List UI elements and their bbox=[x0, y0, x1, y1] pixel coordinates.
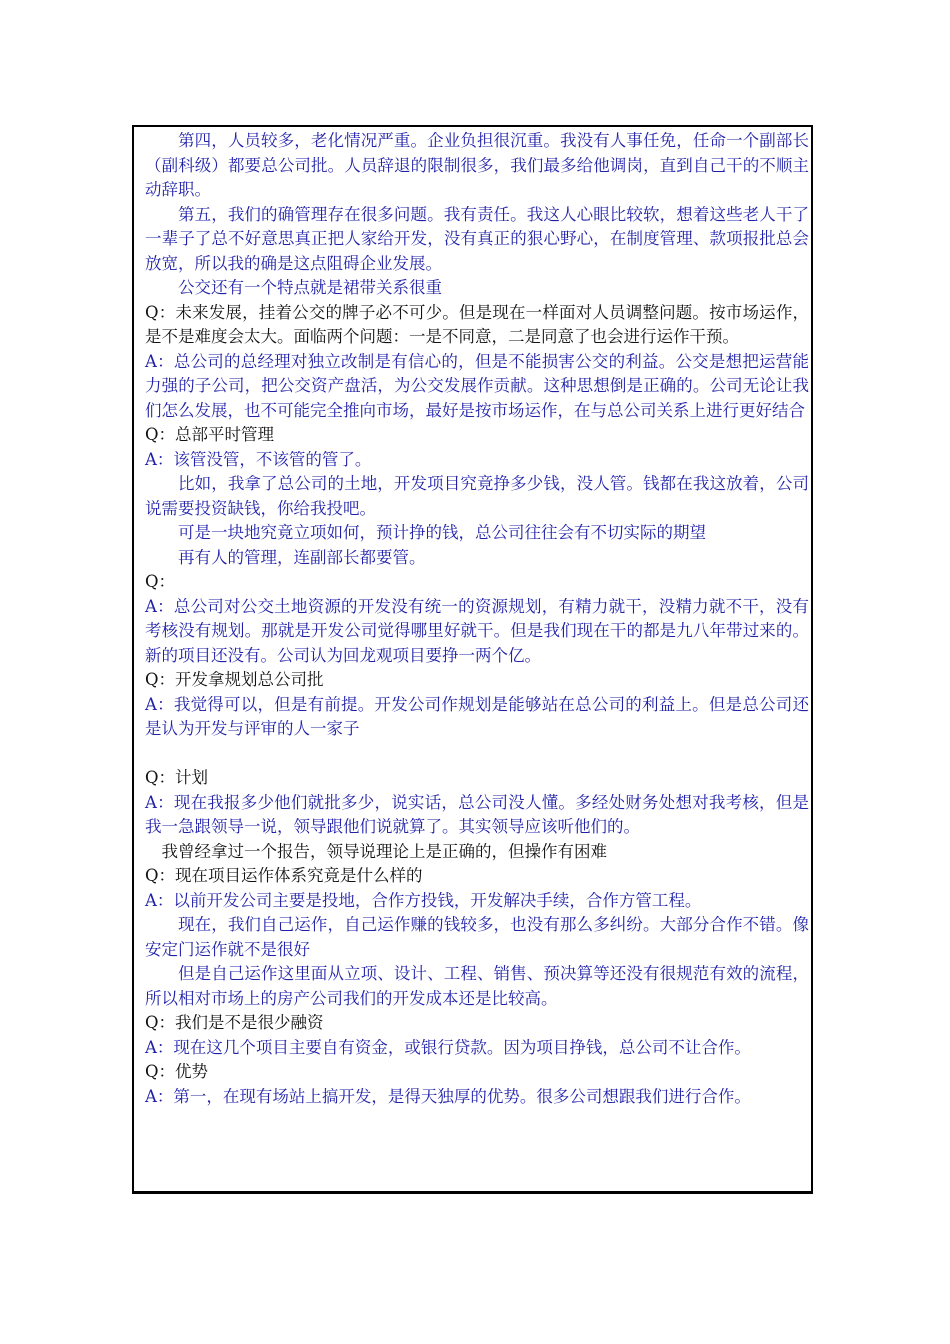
document-frame bbox=[132, 125, 813, 1194]
question-operation-system: Q：现在项目运作体系究竟是什么样的 bbox=[145, 866, 423, 885]
question-financing: Q：我们是不是很少融资 bbox=[145, 1013, 324, 1032]
paragraph-fifth-point: 第五，我们的确管理存在很多问题。我有责任。我这人心眼比较软，想着这些老人干了一辈子了总不好意思真正把人家给开发，没有真正的狠心野心，在制度管理、款项报批总会放宽，所以我的确是这点阻碍企业发展。 bbox=[145, 204, 809, 273]
paragraph-nepotism-note: 公交还有一个特点就是裙带关系很重 bbox=[178, 278, 442, 297]
paragraph-process-cost: 但是自己运作这里面从立项、设计、工程、销售、预决算等还没有很规范有效的流程，所以相对市场上的房产公司我们的开发成本还是比较高。 bbox=[145, 964, 809, 1008]
answer-land-resources: A：总公司对公交土地资源的开发没有统一的资源规划，有精力就干，没精力就不干，没有考核没有规划。那就是开发公司觉得哪里好就干。但是我们现在干的都是九八年带过来的。新的项目还没有。公司认为回龙观项目要挣一两个亿。 bbox=[145, 596, 809, 665]
answer-operation-system: A：以前开发公司主要是投地，合作方投钱，开发解决手续，合作方管工程。 bbox=[145, 890, 702, 910]
blank-line bbox=[145, 742, 809, 767]
answer-financing: A：现在这几个项目主要自有资金，或银行贷款。因为项目挣钱，总公司不让合作。 bbox=[145, 1037, 751, 1057]
paragraph-fourth-point: 第四，人员较多，老化情况严重。企业负担很沉重。我没有人事任免，任命一个副部长（副科级）都要总公司批。人员辞退的限制很多，我们最多给他调岗，直到自己干的不顺主动辞职。 bbox=[145, 131, 809, 199]
answer-future-development: A：总公司的总经理对独立改制是有信心的，但是不能损害公交的利益。公交是想把运营能力强的子公司，把公交资产盘活，为公交发展作贡献。这种思想倒是正确的。公司无论让我们怎么发展，也不可能完全推向市场，最好是按市场运作，在与总公司关系上进行更好结合 bbox=[145, 351, 809, 420]
answer-planning-approval: A：我觉得可以，但是有前提。开发公司作规划是能够站在总公司的利益上。但是总公司还是认为开发与评审的人一家子 bbox=[145, 694, 809, 738]
answer-plan: A：现在我报多少他们就批多少，说实话，总公司没人懂。多经处财务处想对我考核，但是我一急跟领导一说，领导跟他们说就算了。其实领导应该听他们的。 bbox=[145, 792, 809, 836]
answer-advantages: A：第一，在现有场站上搞开发，是得天独厚的优势。很多公司想跟我们进行合作。 bbox=[145, 1086, 751, 1106]
paragraph-land-example: 比如，我拿了总公司的土地，开发项目究竟挣多少钱，没人管。钱都在我这放着，公司说需要投资缺钱，你给我投吧。 bbox=[145, 474, 809, 518]
paragraph-unrealistic-expectation: 可是一块地究竟立项如何，预计挣的钱，总公司往往会有不切实际的期望 bbox=[178, 523, 706, 542]
question-planning-approval: Q：开发拿规划总公司批 bbox=[145, 670, 324, 689]
question-empty: Q： bbox=[145, 572, 176, 591]
answer-hq-management: A：该管没管，不该管的管了。 bbox=[145, 449, 372, 469]
paragraph-report: 我曾经拿过一个报告，领导说理论上是正确的，但操作有困难 bbox=[161, 841, 607, 861]
paragraph-personnel-management: 再有人的管理，连副部长都要管。 bbox=[178, 547, 426, 567]
paragraph-self-operation: 现在，我们自己运作，自己运作赚的钱较多，也没有那么多纠纷。大部分合作不错。像安定门运作就不是很好 bbox=[145, 915, 809, 959]
question-advantages: Q：优势 bbox=[145, 1062, 209, 1081]
question-plan: Q：计划 bbox=[145, 768, 209, 787]
document-body bbox=[145, 129, 809, 1109]
question-future-development: Q：未来发展，挂着公交的牌子必不可少。但是现在一样面对人员调整问题。按市场运作，是不是难度会太大。面临两个问题：一是不同意，二是同意了也会进行运作干预。 bbox=[145, 302, 809, 346]
question-hq-management: Q：总部平时管理 bbox=[145, 425, 275, 444]
